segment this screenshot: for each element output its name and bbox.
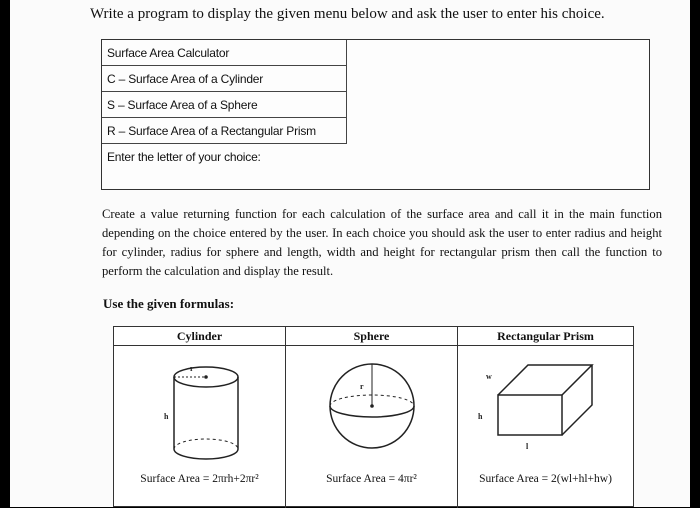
cylinder-height-label: h xyxy=(164,412,169,421)
cylinder-radius-label: r xyxy=(190,364,194,373)
instructions-paragraph: Create a value returning function for each calculation of the surface area and call it in the main function depending on the choice entered by the user. In each choice you should ask the user to enter radius and height for cylinder, radius for sphere and length, width and height for rectangular prism then call the function to perform the calculation and display the result. xyxy=(102,207,662,278)
cylinder-formula: Surface Area = 2πrh+2πr² xyxy=(140,473,259,485)
menu-option-sphere: S – Surface Area of a Sphere xyxy=(102,92,347,118)
prism-header: Rectangular Prism xyxy=(458,327,633,346)
prism-height-label: h xyxy=(478,412,483,421)
prism-length-label: l xyxy=(526,442,529,451)
cylinder-column xyxy=(114,327,286,508)
prism-width-label: w xyxy=(486,372,492,381)
prism-formula: Surface Area = 2(wl+hl+hw) xyxy=(479,473,612,485)
cylinder-diagram xyxy=(114,349,286,469)
sphere-column xyxy=(286,327,458,508)
question-text: Write a program to display the given menu below and ask the user to enter his choice. xyxy=(90,6,605,22)
worksheet-page xyxy=(10,0,690,507)
formulas-heading: Use the given formulas: xyxy=(103,296,235,311)
menu-box xyxy=(101,39,650,190)
menu-option-cylinder: C – Surface Area of a Cylinder xyxy=(102,66,347,92)
sphere-radius-label: r xyxy=(360,382,364,391)
menu-option-prism: R – Surface Area of a Rectangular Prism xyxy=(102,118,347,144)
formula-table xyxy=(113,326,634,507)
cylinder-header: Cylinder xyxy=(114,327,285,346)
sphere-header: Sphere xyxy=(286,327,457,346)
menu-prompt: Enter the letter of your choice: xyxy=(107,150,261,164)
sphere-formula: Surface Area = 4πr² xyxy=(326,473,417,485)
menu-title: Surface Area Calculator xyxy=(102,40,347,66)
prism-column xyxy=(458,327,633,508)
prism-diagram xyxy=(458,349,633,469)
sphere-diagram xyxy=(286,349,458,469)
